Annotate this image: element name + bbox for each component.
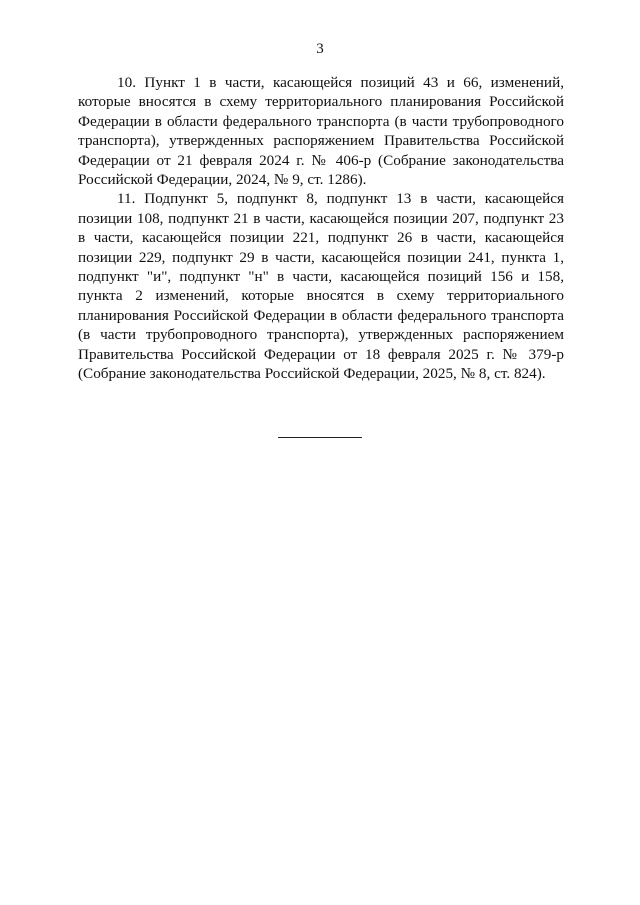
end-separator-line xyxy=(278,437,362,438)
paragraph-10: 10. Пункт 1 в части, касающейся позиций 43 и 66, изменений, которые вносятся в схему территориального планирования Российской Федерации в области федерального транспорта (в части трубопроводного транспорта), утвержденных распоряжением Правительства Российской Федерации от 21 февраля 2024 г. № 406-р (Собрание законодательства Российской Федерации, 2024, № 9, ст. 1286). xyxy=(78,74,564,189)
paragraph-11: 11. Подпункт 5, подпункт 8, подпункт 13 в части, касающейся позиции 108, подпункт 21 в части, касающейся позиции 207, подпункт 23 в части, касающейся позиции 221, подпункт 26 в части, касающейся позиции 229, подпункт 29 в части, касающейся позиции 241, пункта 1, подпункт "и", подпункт "н" в части, касающейся позиций 156 и 158, пункта 2 изменений, которые вносятся в схему территориального планирования Российской Федерации в области федерального транспорта (в части трубопроводного транспорта), утвержденных распоряжением Правительства Российской Федерации от 18 февраля 2025 г. № 379-р (Собрание законодательства Российской Федерации, 2025, № 8, ст. 824). xyxy=(78,190,564,383)
document-body xyxy=(78,73,564,384)
page-number: 3 xyxy=(316,41,324,57)
